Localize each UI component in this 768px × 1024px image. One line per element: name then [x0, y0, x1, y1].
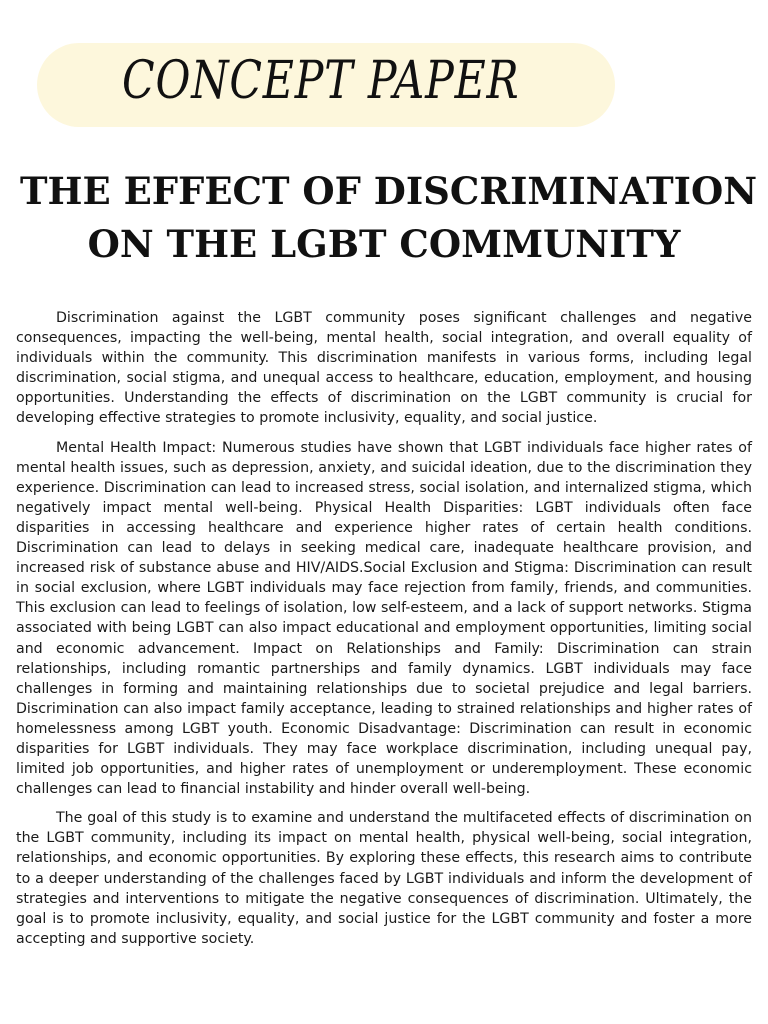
goal-paragraph: The goal of this study is to examine and understand the multifaceted effects of discrimination on the LGBT community, including its impact on mental health, physical well-being, social integration, relationships, and economic opportunities. By exploring these effects, this research aims to contribute to a deeper understanding of the challenges faced by LGBT individuals and inform the development of strategies and interventions to mitigate the negative consequences of discrimination. Ultimately, the goal is to promote inclusivity, equality, and social justice for the LGBT community and foster a more accepting and supportive society. [16, 810, 752, 947]
document-title [20, 165, 758, 271]
impacts-paragraph: Mental Health Impact: Numerous studies have shown that LGBT individuals face higher rates of mental health issues, such as depression, anxiety, and suicidal ideation, due to the discrimination they experience. Discrimination can lead to increased stress, social isolation, and internalized stigma, which negatively impact mental well-being. Physical Health Disparities: LGBT individuals often face disparities in accessing healthcare and experience higher rates of certain health conditions. Discrimination can lead to delays in seeking medical care, inadequate healthcare provision, and increased risk of substance abuse and HIV/AIDS.Social Exclusion and Stigma: Discrimination can result in social exclusion, where LGBT individuals may face rejection from family, friends, and communities. This exclusion can lead to feelings of isolation, low self-esteem, and a lack of support networks. Stigma associated with being LGBT can also impact educational and employment opportunities, limiting social and economic advancement. Impact on Relationships and Family: Discrimination can strain relationships, including romantic partnerships and family dynamics. LGBT individuals may face challenges in forming and maintaining relationships due to societal prejudice and legal barriers. Discrimination can also impact family acceptance, leading to strained relationships and higher rates of homelessness among LGBT youth. Economic Disadvantage: Discrimination can result in economic disparities for LGBT individuals. They may face workplace discrimination, including unequal pay, limited job opportunities, and higher rates of unemployment or underemployment. These economic challenges can lead to financial instability and hinder overall well-being. [16, 439, 752, 798]
title-line-2: ON THE LGBT COMMUNITY [87, 222, 681, 266]
title-line-1: THE EFFECT OF DISCRIMINATION [20, 169, 758, 213]
document-body [16, 308, 752, 958]
concept-paper-label: CONCEPT PAPER [122, 51, 520, 111]
intro-paragraph: Discrimination against the LGBT community poses significant challenges and negative consequences, impacting the well-being, mental health, social integration, and overall equality of individuals within the community. This discrimination manifests in various forms, including legal discrimination, social stigma, and unequal access to healthcare, education, employment, and housing opportunities. Understanding the effects of discrimination on the LGBT community is crucial for developing effective strategies to promote inclusivity, equality, and social justice. [16, 310, 752, 427]
